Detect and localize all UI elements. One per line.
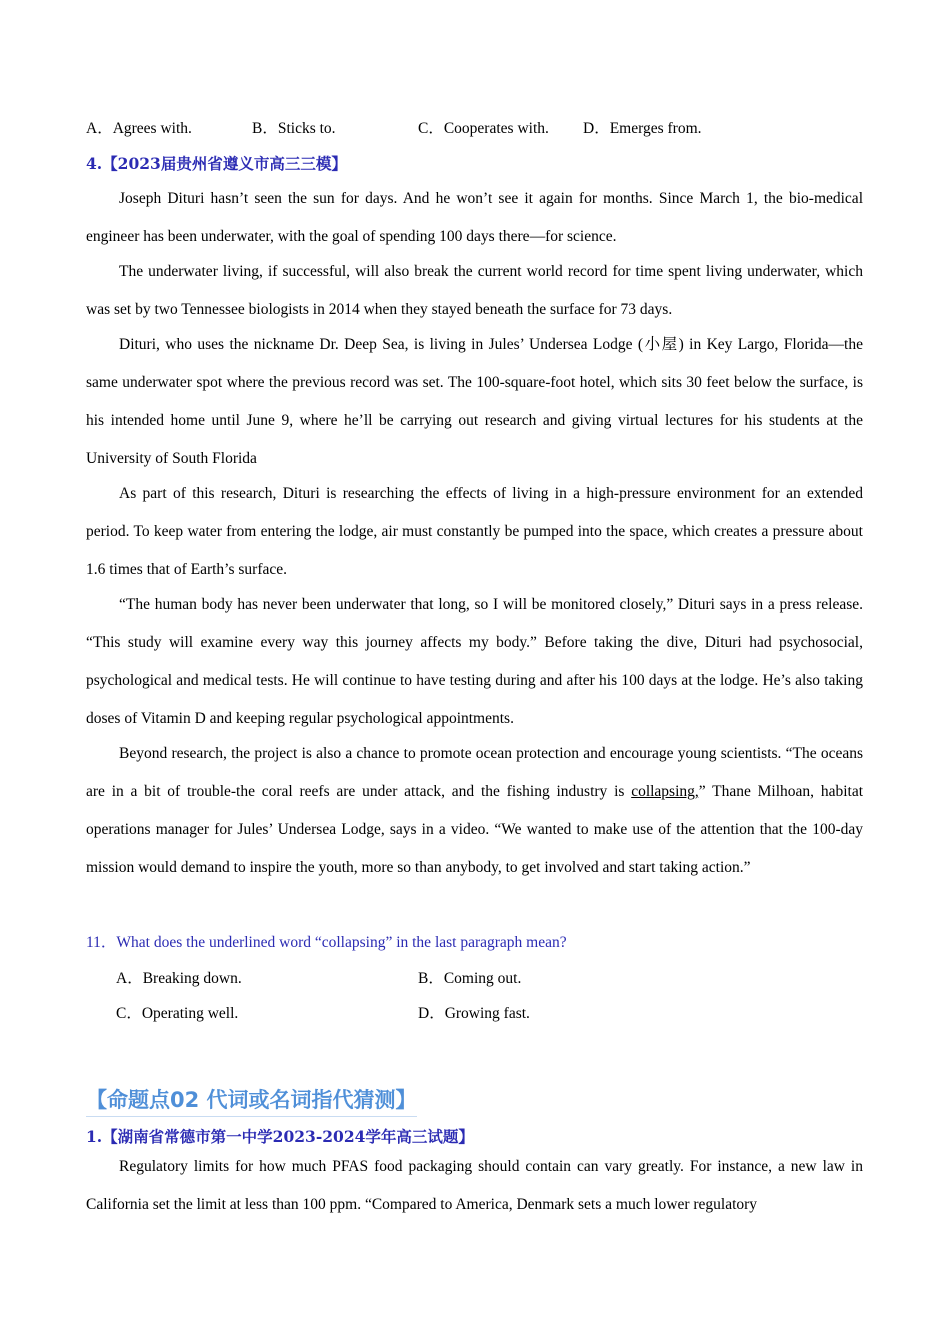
section-title: 【命题点02 代词或名词指代猜测】 [86,1084,417,1117]
option-a: A．Agrees with. [86,120,192,137]
paragraph-1: Joseph Dituri hasn’t seen the sun for days. And he won’t see it again for months. Since March 1, the bio-medical engineer has been underwater, with the goal of spending 100 days there—for science. [86,190,863,245]
choice-d: D．Growing fast. [418,1005,530,1022]
option-b: B．Sticks to. [252,120,336,137]
paragraph-3: Dituri, who uses the nickname Dr. Deep Sea, is living in Jules’ Undersea Lodge (小屋) in Key Largo, Florida—the same underwater spot where the previous record was set. The 100-square-foot hotel, which sits 30 feet below the surface, is his intended home until June 9, where he’ll be carrying out research and giving virtual lectures for his students at the University of South Florida [86,336,863,467]
q1-paragraph-1: Regulatory limits for how much PFAS food packaging should contain can vary greatly. For instance, a new law in California set the limit at less than 100 ppm. “Compared to America, Denmark sets a much lower regulatory [86,1158,863,1213]
question-4-passage [86,180,863,887]
question-11: 11．What does the underlined word “collapsing” in the last paragraph mean? [86,934,567,951]
paragraph-6-start: Beyond research, the project is also a chance to promote ocean protection and encourage young scientists. “The oceans are in a bit of trouble-the coral reefs are under attack, and the fishing industry is [86,745,863,800]
underlined-word: collapsing, [631,783,699,800]
paragraph-5: “The human body has never been underwater that long, so I will be monitored closely,” Dituri says in a press release. “This study will examine every way this journey affects my body.” Before taking the dive, Dituri had psychosocial, psychological and medical tests. He will continue to have testing during and after his 100 days at the lodge. He’s also taking doses of Vitamin D and keeping regular psychological appointments. [86,596,863,727]
choice-a: A．Breaking down. [116,970,242,987]
paragraph-4: As part of this research, Dituri is researching the effects of living in a high-pressure environment for an extended period. To keep water from entering the lodge, air must constantly be pumped into the space, which creates a pressure about 1.6 times that of Earth’s surface. [86,485,863,578]
paragraph-2: The underwater living, if successful, will also break the current world record for time spent living underwater, which was set by two Tennessee biologists in 2014 when they stayed beneath the surface for 73 days. [86,263,863,318]
choice-b: B．Coming out. [418,970,522,987]
paragraph-6-end: ” Thane Milhoan, habitat operations manager for Jules’ Undersea Lodge, says in a video. “We wanted to make use of the attention that the 100-day mission would demand to inspire the youth, more so than anybody, to get involved and start taking action.” [86,783,864,876]
previous-question-options [86,116,863,140]
option-d: D．Emerges from. [583,120,702,137]
option-c: C．Cooperates with. [418,120,549,137]
paragraph-6 [86,735,863,887]
question-1-passage [86,1148,863,1224]
question-4-heading: 4.【2023届贵州省遵义市高三三模】 [86,154,347,173]
question-1-heading: 1.【湖南省常德市第一中学2023-2024学年高三试题】 [86,1127,474,1146]
choice-c: C．Operating well. [116,1005,239,1022]
